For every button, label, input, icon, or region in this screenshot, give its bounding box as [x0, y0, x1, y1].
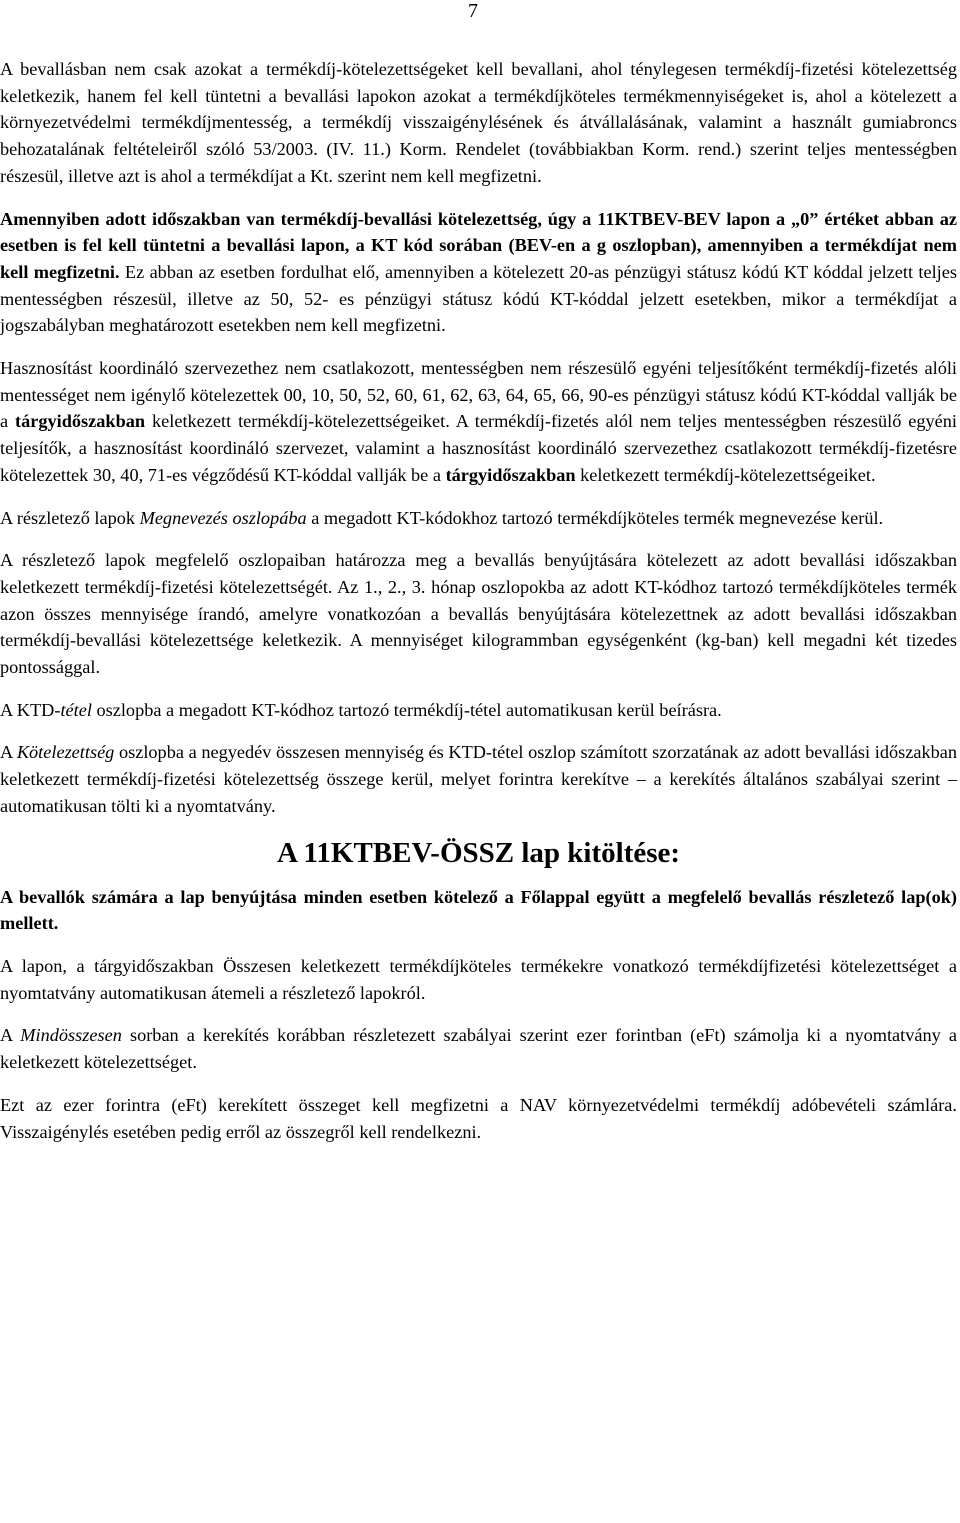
text-span: Hasznosítást koordináló szervezethez nem csatlakozott, mentességben nem részesülő egyéni teljesítőként termékdíj-fizetés alóli mentességet nem igénylő kötelezettek 00, 10, 50, 52, 60, 61, 62, 63, 64, 65, 66, 90-es pénzügyi státusz kódú KT-kóddal vallják be a [0, 358, 957, 432]
text-span: A KTD- [0, 699, 61, 720]
text-span: Ez abban az esetben fordulhat elő, amennyiben a kötelezett 20-as pénzügyi státusz kódú KT kóddal jelzett teljes mentességben részesül, illetve az 50, 52- es pénzügyi státusz kódú KT-kóddal jelzett esetekben, mikor a termékdíjat a jogszabályban meghatározott esetekben nem kell megfizetni. [0, 261, 957, 336]
paragraph-zero-value [0, 206, 957, 340]
text-span: A [0, 742, 17, 763]
paragraph-auto-transfer: A lapon, a tárgyidőszakban Összesen keletkezett termékdíjköteles termékekre vonatkozó termékdíjfizetési kötelezettséget a nyomtatvány automatikusan átemeli a részletező lapokról. [0, 955, 957, 1003]
paragraph-payment: Ezt az ezer forintra (eFt) kerekített összeget kell megfizetni a NAV környezetvédelmi termékdíj adóbevételi számlára. Visszaigénylés esetében pedig erről az összegről kell rendelkezni. [0, 1094, 957, 1142]
page-number: 7 [468, 0, 478, 22]
italic-column-name: tétel [60, 699, 92, 720]
paragraph-name-column [0, 505, 957, 532]
italic-column-name: Megnevezés oszlopába [139, 507, 307, 528]
text-span: keletkezett termékdíj-kötelezettségeiket. [575, 464, 876, 485]
text-span: oszlopba a negyedév összesen mennyiség és KTD-tétel oszlop számított szorzatának az adott bevallási időszakban keletkezett termékdíj-fizetési kötelezettség összege kerül, melyet forintra kerekítve – a kerekítés általános szabályai szerint – automatikusan tölti ki a nyomtatvány. [0, 742, 958, 816]
text-span: A részletező lapok [0, 507, 140, 528]
emphasis-target-period: tárgyidőszakban [445, 464, 576, 485]
italic-row-name: Mindösszesen [20, 1025, 122, 1046]
paragraph-mandatory-submission: A bevallók számára a lap benyújtása minden esetben kötelező a Főlappal együtt a megfelelő bevallás részletező lap(ok) mellett. [0, 886, 957, 934]
text-span: a megadott KT-kódokhoz tartozó termékdíjköteles termék megnevezése kerül. [306, 507, 884, 528]
italic-column-name: Kötelezettség [16, 742, 115, 763]
paragraph-monthly-columns: A részletező lapok megfelelő oszlopaiban határozza meg a bevallás benyújtására kötelezett az adott bevallási időszakban keletkezett termékdíj-fizetési kötelezettségét. Az 1., 2., 3. hónap oszlopokba az adott KT-kódhoz tartozó termékdíjköteles termék azon összes mennyisége írandó, amelyre vonatkozóan a bevallás benyújtására kötelezettnek az adott bevallási időszakban termékdíj-bevallási kötelezettsége keletkezik. A mennyiséget kilogrammban egységenként (kg-ban) kell megadni két tizedes pontossággal. [0, 550, 957, 678]
text-span: A [0, 1025, 21, 1046]
section-heading: A 11KTBEV-ÖSSZ lap kitöltése: [276, 836, 681, 869]
paragraph-obligation-column [0, 739, 957, 819]
emphasis-target-period: tárgyidőszakban [15, 411, 146, 432]
paragraph-grand-total [0, 1022, 957, 1075]
paragraph-kt-codes [0, 355, 957, 489]
document-body [0, 56, 957, 1161]
text-span: keletkezett termékdíj-kötelezettségeiket. A termékdíj-fizetés alól nem teljes mentességben részesülő egyéni teljesítők, a hasznosítást koordináló szervezet, valamint a hasznosítást koordináló szervezethez csatlakozott termékdíj-fizetésre kötelezettek 30, 40, 71-es végződésű KT-kóddal vallják be a [0, 411, 957, 485]
paragraph-ktd-rate [0, 697, 957, 724]
emphasis-zero-value-rule: Amennyiben adott időszakban van termékdíj-bevallási kötelezettség, úgy a 11KTBEV-BEV lapon a „0” értéket abban az esetben is fel kell tüntetni a bevallási lapon, a KT kód sorában (BEV-en a g oszlopban), amennyiben a termékdíjat nem kell megfizetni. [0, 208, 957, 282]
text-span: oszlopba a megadott KT-kódhoz tartozó termékdíj-tétel automatikusan kerül beírásra. [91, 699, 722, 720]
text-span: sorban a kerekítés korábban részletezett szabályai szerint ezer forintban (eFt) számolja ki a nyomtatvány a keletkezett kötelezettséget. [0, 1025, 958, 1073]
paragraph-exemptions: A bevallásban nem csak azokat a termékdíj-kötelezettségeket kell bevallani, ahol ténylegesen termékdíj-fizetési kötelezettség keletkezik, hanem fel kell tüntetni a bevallási lapokon azokat a termékdíjköteles termékmennyiségeket is, ahol a kötelezett a környezetvédelmi termékdíjmentesség, a termékdíj visszaigénylésének és átvállalásának, valamint a használt gumiabroncs behozatalának feltételeiről szóló 53/2003. (IV. 11.) Korm. Rendelet (továbbiakban Korm. rend.) szerint teljes mentességben részesül, illetve azt is ahol a termékdíjat a Kt. szerint nem kell megfizetni. [0, 59, 957, 186]
